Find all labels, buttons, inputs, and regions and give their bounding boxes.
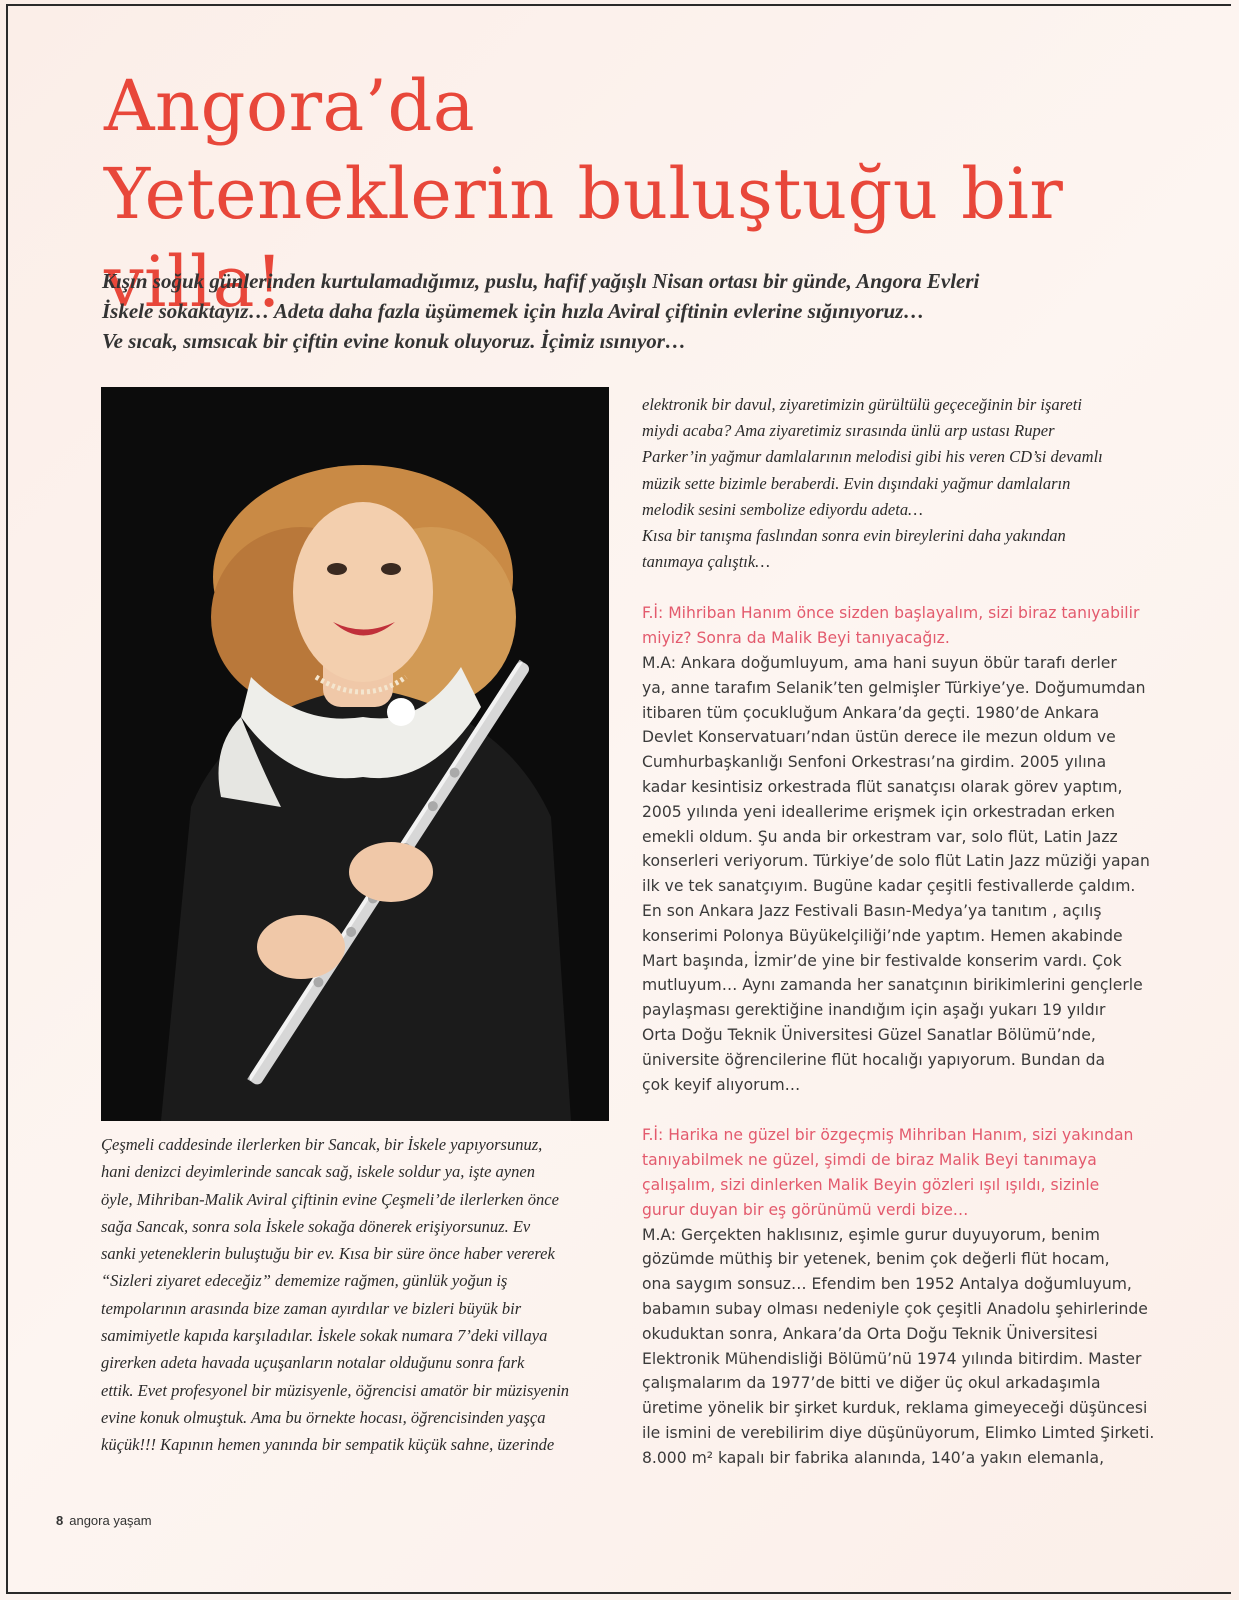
interview-question-1 <box>642 601 1162 651</box>
answer-line: paylaşması gerektiğine inandığım için aşağı yukarı 19 yıldır <box>642 1001 1106 1020</box>
text-line: miydi acaba? Ama ziyaretimiz sırasında ünlü arp ustası Ruper <box>642 421 1055 441</box>
text-line: evine konuk olmuştuk. Ama bu örnekte hocası, öğrencisinden yaşça <box>101 1407 546 1427</box>
answer-line: itibaren tüm çocukluğum Ankara’da geçti. 1980’de Ankara <box>642 703 1100 722</box>
answer-line: konserleri veriyorum. Türkiye’de solo flüt Latin Jazz müziği yapan <box>642 852 1150 871</box>
text-line: girerken adeta havada uçuşanların notalar olduğunu sonra fark <box>101 1353 525 1373</box>
text-line: samimiyetle kapıda karşıladılar. İskele sokak numara 7’deki villaya <box>101 1326 548 1346</box>
answer-line: Orta Doğu Teknik Üniversitesi Güzel Sanatlar Bölümü’nde, <box>642 1025 1096 1044</box>
answer-line: Cumhurbaşkanlığı Senfoni Orkestrası’na girdim. 2005 yılına <box>642 753 1107 772</box>
answer-line: konserimi Polonya Büyükelçiliği’nde yaptım. Hemen akabinde <box>642 926 1123 945</box>
answer-line: çalışmalarım da 1977’de bitti ve diğer üç okul arkadaşımla <box>642 1374 1101 1393</box>
text-line: sanki yeteneklerin buluştuğu bir ev. Kısa bir süre önce haber vererek <box>101 1244 555 1264</box>
intro-paragraph <box>642 392 1162 575</box>
text-line: ettik. Evet profesyonel bir müzisyenle, öğrencisi amatör bir müzisyenin <box>101 1380 570 1400</box>
answer-line: Devlet Konservatuarı’ndan üstün derece ile mezun oldum ve <box>642 728 1116 747</box>
title-line: Yeteneklerin buluştuğu bir villa! <box>104 153 1064 323</box>
answer-line: Mart başında, İzmir’de yine bir festivalde konserim vardı. Çok <box>642 951 1122 970</box>
text-line: Parker’in yağmur damlalarının melodisi gibi his veren CD’si devamlı <box>642 447 1103 467</box>
question-line: gurur duyan bir eş görünümü verdi bize… <box>642 1200 969 1219</box>
answer-line: kadar kesintisiz orkestrada flüt sanatçısı olarak görev yaptım, <box>642 778 1123 796</box>
answer-line: M.A: Ankara doğumluyum, ama hani suyun öbür tarafı derler <box>642 654 1117 673</box>
text-line: küçük!!! Kapının hemen yanında bir sempatik küçük sahne, üzerinde <box>101 1435 555 1455</box>
magazine-name: angora yaşam <box>69 1513 152 1528</box>
answer-line: üniversite öğrencilerine flüt hocalığı yapıyorum. Bundan da <box>642 1050 1106 1069</box>
question-line: F.İ: Harika ne güzel bir özgeçmiş Mihriban Hanım, sizi yakından <box>642 1126 1134 1145</box>
text-line: melodik sesini sembolize ediyordu adeta… <box>642 499 923 519</box>
question-line: tanıyabilmek ne güzel, şimdi de biraz Malik Beyi tanımaya <box>642 1151 1097 1170</box>
answer-line: M.A: Gerçekten haklısınız, eşimle gurur duyuyorum, benim <box>642 1225 1100 1244</box>
text-line: Çeşmeli caddesinde ilerlerken bir Sancak, bir İskele yapıyorsunuz, <box>101 1135 543 1154</box>
answer-line: babamın subay olması nedeniyle çok çeşitli Anadolu şehirlerinde <box>642 1299 1148 1318</box>
answer-line: En son Ankara Jazz Festivali Basın-Medya’ya tanıtım , açılış <box>642 901 1102 920</box>
lead-line: İskele sokaktayız… Adeta daha fazla üşümemek için hızla Aviral çiftinin evlerine sığınıyoruz… <box>102 299 925 323</box>
lead-line: Kışın soğuk günlerinden kurtulamadığımız, puslu, hafif yağışlı Nisan ortası bir günde, Angora Evleri <box>102 269 980 293</box>
title-line: Angora’da <box>104 65 476 147</box>
answer-line: 8.000 m² kapalı bir fabrika alanında, 140’a yakın elemanla, <box>642 1448 1105 1467</box>
text-line: tempolarının arasında bize zaman ayırdılar ve bizleri büyük bir <box>101 1298 522 1318</box>
interview-answer-1 <box>642 651 1162 1097</box>
interview-question-2 <box>642 1123 1162 1222</box>
answer-line: emekli oldum. Şu anda bir orkestram var, solo flüt, Latin Jazz <box>642 827 1118 846</box>
question-line: F.İ: Mihriban Hanım önce sizden başlayalım, sizi biraz tanıyabilir <box>642 604 1140 623</box>
answer-line: ona saygım sonsuz… Efendim ben 1952 Antalya doğumluyum, <box>642 1275 1132 1294</box>
answer-line: ilk ve tek sanatçıyım. Bugüne kadar çeşitli festivallerde çaldım. <box>642 877 1136 896</box>
text-line: öyle, Mihriban-Malik Aviral çiftinin evine Çeşmeli’de ilerlerken önce <box>101 1189 559 1209</box>
text-line: hani denizci deyimlerinde sancak sağ, iskele soldur ya, işte aynen <box>101 1162 535 1182</box>
answer-line: çok keyif alıyorum… <box>642 1075 801 1094</box>
answer-line: Elektronik Mühendisliği Bölümü’nü 1974 yılında bitirdim. Master <box>642 1349 1142 1368</box>
answer-line: üretime yönelik bir şirket kurduk, reklama gimeyeceği düşüncesi <box>642 1399 1148 1418</box>
text-line: sağa Sancak, sonra sola İskele sokağa dönerek erişiyorsunuz. Ev <box>101 1216 531 1236</box>
answer-line: ya, anne tarafım Selanik’ten gelmişler Türkiye’ye. Doğumumdan <box>642 678 1146 697</box>
question-line: çalışalım, sizi dinlerken Malik Beyin gözleri ışıl ışıldı, sizinle <box>642 1175 1100 1194</box>
text-line: Kısa bir tanışma faslından sonra evin bireylerini daha yakından <box>642 526 1066 546</box>
flutist-illustration <box>101 387 609 1121</box>
page-footer <box>56 1513 152 1528</box>
interview-answer-2 <box>642 1223 1162 1471</box>
text-line: “Sizleri ziyaret edeceğiz” dememize rağmen, günlük yoğun iş <box>101 1271 508 1291</box>
lead-line: Ve sıcak, sımsıcak bir çiftin evine konuk oluyoruz. İçimiz ısınıyor… <box>102 329 686 353</box>
portrait-photo <box>101 387 609 1121</box>
answer-line: ile ismini de verebilirim diye düşünüyorum, Elimko Limted Şirketi. <box>642 1423 1155 1442</box>
answer-line: gözümde müthiş bir yetenek, benim çok değerli flüt hocam, <box>642 1250 1110 1269</box>
page-number: 8 <box>56 1513 64 1528</box>
answer-line: 2005 yılında yeni ideallerime erişmek için orkestradan erken <box>642 802 1116 821</box>
text-line: müzik sette bizimle beraberdi. Evin dışındaki yağmur damlaların <box>642 473 1071 493</box>
answer-line: mutluyum… Aynı zamanda her sanatçının birikimlerini gençlerle <box>642 976 1143 995</box>
lead-paragraph <box>102 266 1152 356</box>
text-line: tanımaya çalıştık… <box>642 552 770 572</box>
text-line: elektronik bir davul, ziyaretimizin gürültülü geçeceğinin bir işareti <box>642 395 1082 414</box>
left-column-text <box>101 1131 611 1459</box>
right-column <box>642 392 1162 1471</box>
answer-line: okuduktan sonra, Ankara’da Orta Doğu Teknik Üniversitesi <box>642 1324 1098 1343</box>
question-line: miyiz? Sonra da Malik Beyi tanıyacağız. <box>642 629 950 648</box>
